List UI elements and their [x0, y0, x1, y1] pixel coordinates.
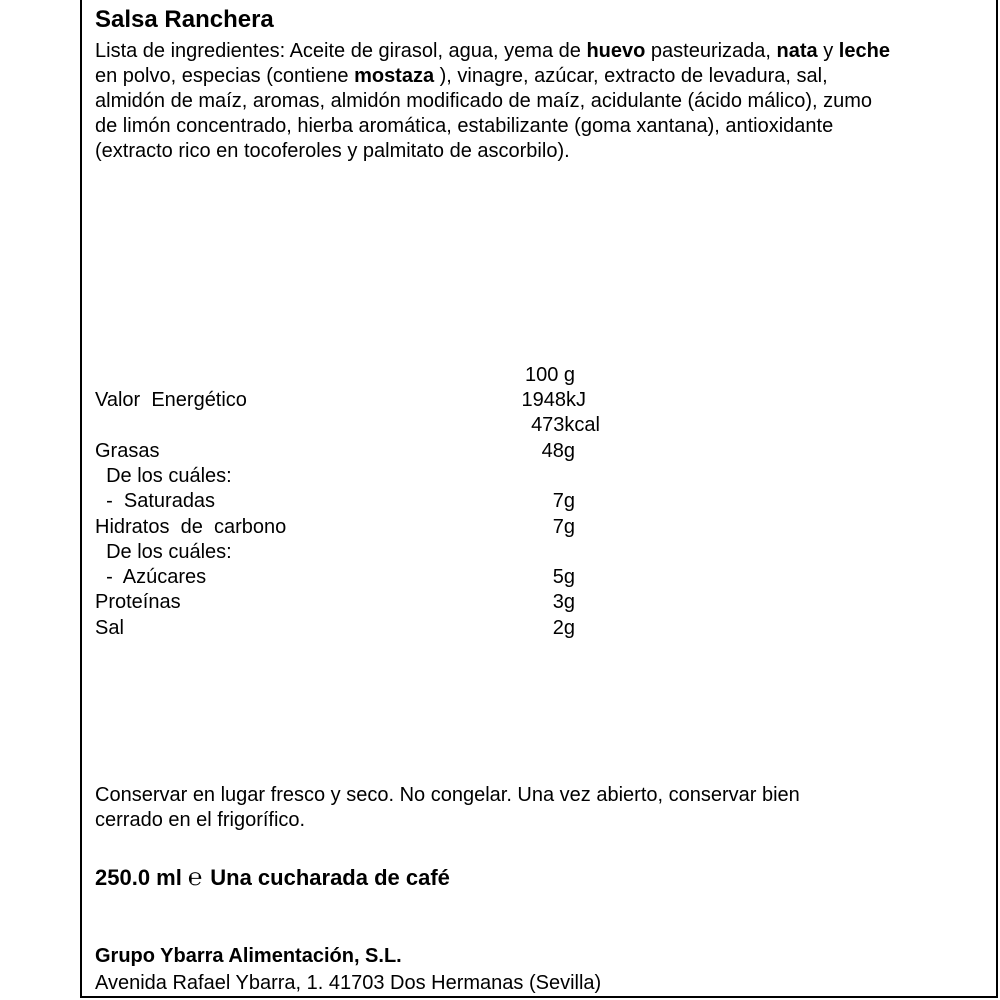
nutrition-label: Proteínas	[95, 591, 181, 613]
nutrition-value: 7g	[552, 490, 575, 512]
nutrition-label: Grasas	[95, 440, 160, 462]
serving-size: Una cucharada de café	[210, 865, 450, 890]
ingredient-text: y	[817, 40, 839, 62]
nutrition-value: 3g	[552, 591, 575, 613]
nutrition-label: De los cuáles:	[95, 541, 232, 563]
allergen-text: mostaza	[354, 65, 435, 87]
ingredients-text	[95, 39, 895, 164]
allergen-text: leche	[838, 40, 890, 62]
ingredient-text: Lista de ingredientes: Aceite de girasol, agua, yema de	[95, 40, 587, 62]
nutrition-value: 1948kJ	[521, 389, 586, 411]
ingredient-text: en polvo, especias (contiene	[95, 65, 355, 87]
ingredient-text: pasteurizada,	[645, 40, 777, 62]
nutrition-value: 2g	[552, 617, 575, 639]
nutrition-value: 48g	[541, 440, 575, 462]
nutrition-label: Valor Energético	[95, 389, 247, 411]
nutrition-value: 5g	[552, 566, 575, 588]
nutrition-column-header: 100 g	[525, 364, 576, 386]
package-size	[95, 864, 450, 892]
estimated-sign-icon: ℮	[187, 864, 203, 891]
volume: 250.0 ml	[95, 865, 182, 890]
company-name: Grupo Ybarra Alimentación, S.L.	[95, 945, 402, 967]
nutrition-label: - Saturadas	[95, 490, 216, 512]
nutrition-value: 7g	[552, 516, 575, 538]
nutrition-label: - Azúcares	[95, 566, 207, 588]
storage-instructions-line2: cerrado en el frigorífico.	[95, 809, 306, 831]
company-address: Avenida Rafael Ybarra, 1. 41703 Dos Hermanas (Sevilla)	[95, 972, 602, 994]
nutrition-label: Hidratos de carbono	[95, 516, 287, 538]
nutrition-value: 473kcal	[531, 414, 600, 436]
allergen-text: nata	[776, 40, 818, 62]
nutrition-label: De los cuáles:	[95, 465, 232, 487]
allergen-text: huevo	[586, 40, 646, 62]
product-title: Salsa Ranchera	[95, 6, 274, 33]
ingredient-text: ), vinagre, azúcar, extracto de levadura, sal, almidón de maíz, aromas, almidón modificado de maíz, acidulante (ácido málico), zumo de limón concentrado, hierba aromática, estabilizante (goma xantana), antioxidante (extracto rico en tocoferoles y palmitato de ascorbilo).	[95, 65, 873, 162]
nutrition-label: Sal	[95, 617, 124, 639]
storage-instructions-line1: Conservar en lugar fresco y seco. No congelar. Una vez abierto, conservar bien	[95, 784, 800, 806]
